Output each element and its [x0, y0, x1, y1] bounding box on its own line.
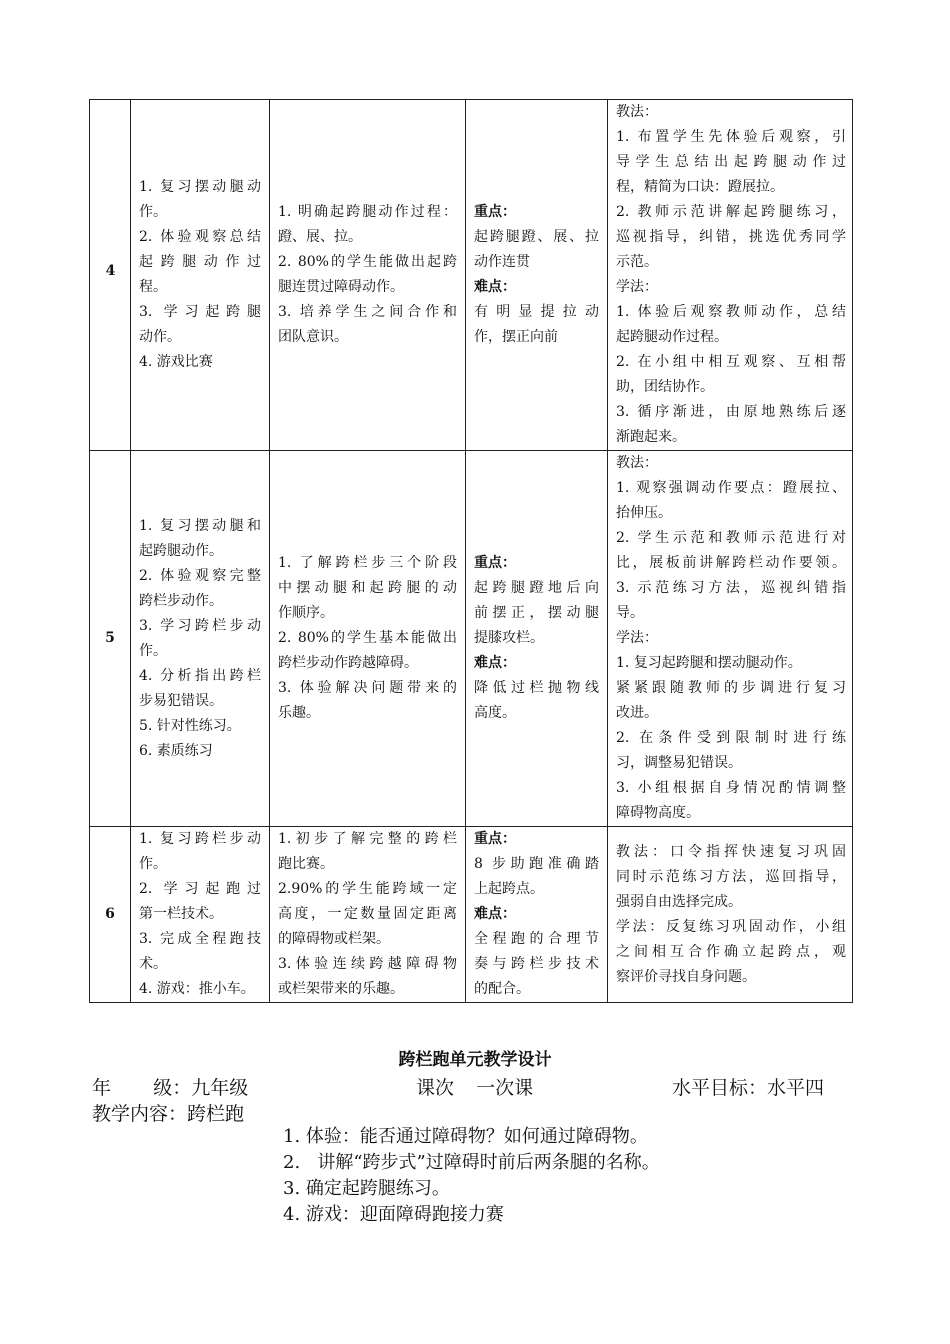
- content-info: [92, 1099, 244, 1126]
- row-number: 5: [90, 451, 131, 827]
- lesson-info: [416, 1073, 533, 1100]
- section-title: 跨栏跑单元教学设计: [398, 1050, 552, 1070]
- activity-list: [283, 1124, 660, 1228]
- content-value: 跨栏跑: [187, 1103, 245, 1125]
- lesson-table: [89, 99, 853, 1003]
- grade-label: 年 级：: [92, 1077, 192, 1099]
- content-cell: 1. 复习摆动腿和 起跨腿动作。 2. 体验观察完整 跨栏步动作。 3. 学习跨栏步动 作。 4. 分析指出跨栏 步易犯错误。 5. 针对性练习。 6. 素质练习: [131, 451, 270, 827]
- row-number-4: 4: [105, 263, 116, 279]
- content-label: 教学内容：: [92, 1103, 188, 1125]
- method-cell: 教法：口令指挥快速复习巩固 同时示范练习方法，巡回指导， 强弱自由选择完成。 学法：反复练习巩固动作，小组 之间相互合作确立起跨点，观 察评价寻找自身问题。: [608, 827, 853, 1003]
- key-points-cell: 重点： 起跨腿蹬地后向 前摆正，摆动腿 提膝攻栏。 难点： 降低过栏抛物线 高度。: [466, 451, 608, 827]
- level-value: 水平四: [767, 1077, 825, 1099]
- grade-value: 九年级: [191, 1077, 249, 1099]
- content-cell: 1. 复习摆动腿动 作。 2. 体验观察总结 起跨腿动作过 程。 3. 学习起跨腿 动作。 4. 游戏比赛: [131, 100, 270, 451]
- goals-cell: 1.初步了解完整的跨栏 跑比赛。 2.90%的学生能跨域一定 高度，一定数量固定距离 的障碍物或栏架。 3.体验连续跨越障碍物 或栏架带来的乐趣。: [270, 827, 466, 1003]
- list-item: 4. 游戏：迎面障碍跑接力赛: [283, 1204, 504, 1225]
- goals-cell: 1. 明确起跨腿动作过程： 蹬、展、拉。 2. 80%的学生能做出起跨 腿连贯过障碍动作。 3. 培养学生之间合作和 团队意识。: [270, 100, 466, 451]
- list-item: 1. 体验：能否通过障碍物？如何通过障碍物。: [283, 1126, 648, 1147]
- lesson-label: 课次: [416, 1077, 455, 1099]
- content-cell: 1. 复习跨栏步动 作。 2. 学习起跑过 第一栏技术。 3. 完成全程跑技 术。 4. 游戏：推小车。: [131, 827, 270, 1003]
- grade-info: [92, 1073, 248, 1100]
- table-row-6: [90, 827, 853, 1003]
- level-info: [672, 1073, 824, 1100]
- list-item: 3. 确定起跨腿练习。: [283, 1178, 450, 1199]
- method-cell: 教法： 1. 布置学生先体验后观察，引 导学生总结出起跨腿动作过 程，精简为口诀：蹬展拉。 2. 教师示范讲解起跨腿练习， 巡视指导，纠错，挑选优秀同学 示范。 学法： 1. 体验后观察教师动作，总结 起跨腿动作过程。 2. 在小组中相互观察、互相帮 助，团结协作。 3. 循序渐进，由原地熟练后逐 渐跑起来。: [608, 100, 853, 451]
- row-number: 6: [90, 827, 131, 1003]
- level-label: 水平目标：: [672, 1077, 768, 1099]
- goals-cell: 1. 了解跨栏步三个阶段 中摆动腿和起跨腿的动 作顺序。 2. 80%的学生基本能做出 跨栏步动作跨越障碍。 3. 体验解决问题带来的 乐趣。: [270, 451, 466, 827]
- list-item: 2. 讲解“跨步式”过障碍时前后两条腿的名称。: [283, 1152, 660, 1173]
- key-points-cell: 重点： 8 步助跑准确踏 上起跨点。 难点： 全程跑的合理节 奏与跨栏步技术 的配合。: [466, 827, 608, 1003]
- table-row-5: [90, 451, 853, 827]
- table-row-4: [90, 100, 853, 451]
- lesson-value: 一次课: [476, 1077, 534, 1099]
- key-points-cell: 重点： 起跨腿蹬、展、拉 动作连贯 难点： 有明显提拉动 作，摆正向前: [466, 100, 608, 451]
- method-cell: 教法： 1. 观察强调动作要点：蹬展拉、 抬伸压。 2. 学生示范和教师示范进行对 比，展板前讲解跨栏动作要领。 3. 示范练习方法，巡视纠错指 导。 学法： 1. 复习起跨腿和摆动腿动作。 紧紧跟随教师的步调进行复习 改进。 2. 在条件受到限制时进行练 习，调整易犯错误。 3. 小组根据自身情况酌情调整 障碍物高度。: [608, 451, 853, 827]
